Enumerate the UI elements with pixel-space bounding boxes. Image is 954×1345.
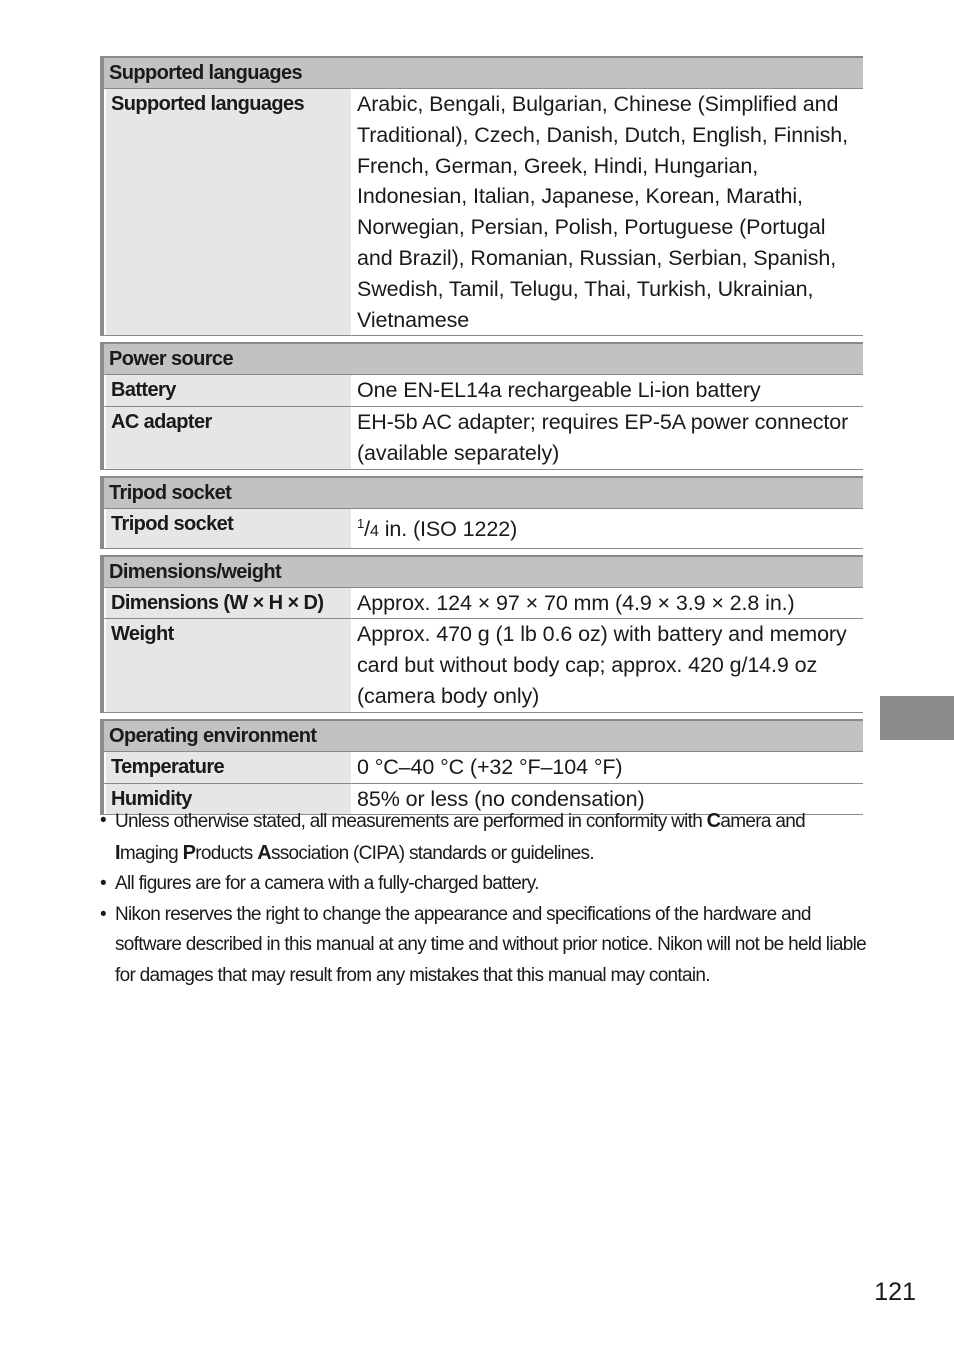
note-text: All figures are for a camera with a fully-charged battery.	[115, 873, 539, 894]
section-header: Tripod socket	[100, 476, 863, 508]
section-supported-languages	[100, 56, 863, 336]
note-initial: P	[182, 841, 196, 864]
section-power-source	[100, 342, 863, 469]
footnote-item	[100, 900, 870, 992]
spec-value: One EN-EL14a rechargeable Li-ion battery	[357, 378, 761, 403]
bullet: •	[100, 873, 106, 894]
spec-value: 85% or less (no condensation)	[357, 786, 645, 811]
spec-row-battery	[104, 374, 863, 406]
spec-row-supported-languages	[104, 88, 863, 335]
footnotes	[100, 806, 870, 991]
section-header: Supported languages	[100, 56, 863, 88]
note-initial: A	[257, 841, 271, 864]
fraction-numerator: 1	[357, 515, 365, 531]
spec-label: Humidity	[104, 784, 351, 815]
spec-row-dimensions	[104, 587, 863, 619]
section-tripod-socket	[100, 476, 863, 549]
spec-label: Weight	[104, 619, 351, 711]
spec-value: 0 °C–40 °C (+32 °F–104 °F)	[357, 754, 623, 779]
section-header: Power source	[100, 342, 863, 374]
spec-row-ac-adapter	[104, 406, 863, 469]
chapter-tab-marker	[880, 696, 954, 740]
page-number: 121	[874, 1278, 916, 1306]
spec-label: Tripod socket	[104, 509, 351, 548]
spec-label: Dimensions (W × H × D)	[104, 588, 351, 619]
spec-label: AC adapter	[104, 407, 351, 469]
note-text: roducts	[195, 842, 258, 864]
note-text: Nikon reserves the right to change the appearance and specifications of the hardware and software described in this manual at any time and without prior notice. Nikon will not be held liable for damages that may result from any mistakes that this manual may contain.	[115, 903, 866, 986]
spec-value: EH-5b AC adapter; requires EP-5A power connector (available separately)	[357, 410, 849, 465]
section-operating-environment	[100, 719, 863, 816]
section-header: Operating environment	[100, 719, 863, 751]
spec-value: Approx. 470 g (1 lb 0.6 oz) with battery and memory card but without body cap; approx. 420 g/14.9 oz (camera body only)	[357, 622, 847, 708]
spec-label: Temperature	[104, 752, 351, 783]
spec-value: Approx. 124 × 97 × 70 mm (4.9 × 3.9 × 2.8 in.)	[357, 590, 795, 615]
spec-label: Battery	[104, 375, 351, 406]
bullet: •	[100, 810, 106, 831]
spec-row-weight	[104, 618, 863, 711]
spec-row-temperature	[104, 751, 863, 783]
spec-value-suffix: in. (ISO 1222)	[378, 516, 518, 541]
spec-table	[100, 56, 863, 821]
note-text: maging	[119, 842, 183, 864]
note-initial: I	[115, 841, 120, 864]
spec-value: $^1$/4 in. (ISO 1222)	[357, 515, 518, 541]
note-text: Unless otherwise stated, all measurements are performed in conformity with	[115, 811, 707, 832]
spec-label: Supported languages	[104, 89, 351, 335]
note-text: amera and	[720, 811, 805, 832]
bullet: •	[100, 903, 106, 925]
footnote-item	[100, 806, 870, 869]
section-header: Dimensions/weight	[100, 555, 863, 587]
footnote-item	[100, 869, 870, 900]
section-dimensions-weight	[100, 555, 863, 713]
note-initial: C	[706, 810, 721, 832]
fraction-denominator: 4	[370, 522, 379, 540]
spec-value: Arabic, Bengali, Bulgarian, Chinese (Simplified and Traditional), Czech, Danish, Dutch, English, Finnish, French, German, Greek, Hindi, Hungarian, Indonesian, Italian, Japanese, Korean, Marathi, Norwegian, Persian, Polish, Portuguese (Portugal and Brazil), Romanian, Russian, Serbian, Spanish, Swedish, Tamil, Telugu, Thai, Turkish, Ukrainian, Vietnamese	[357, 92, 849, 332]
spec-row-tripod-socket	[104, 508, 863, 548]
note-text: ssociation (CIPA) standards or guidelines.	[270, 842, 594, 864]
